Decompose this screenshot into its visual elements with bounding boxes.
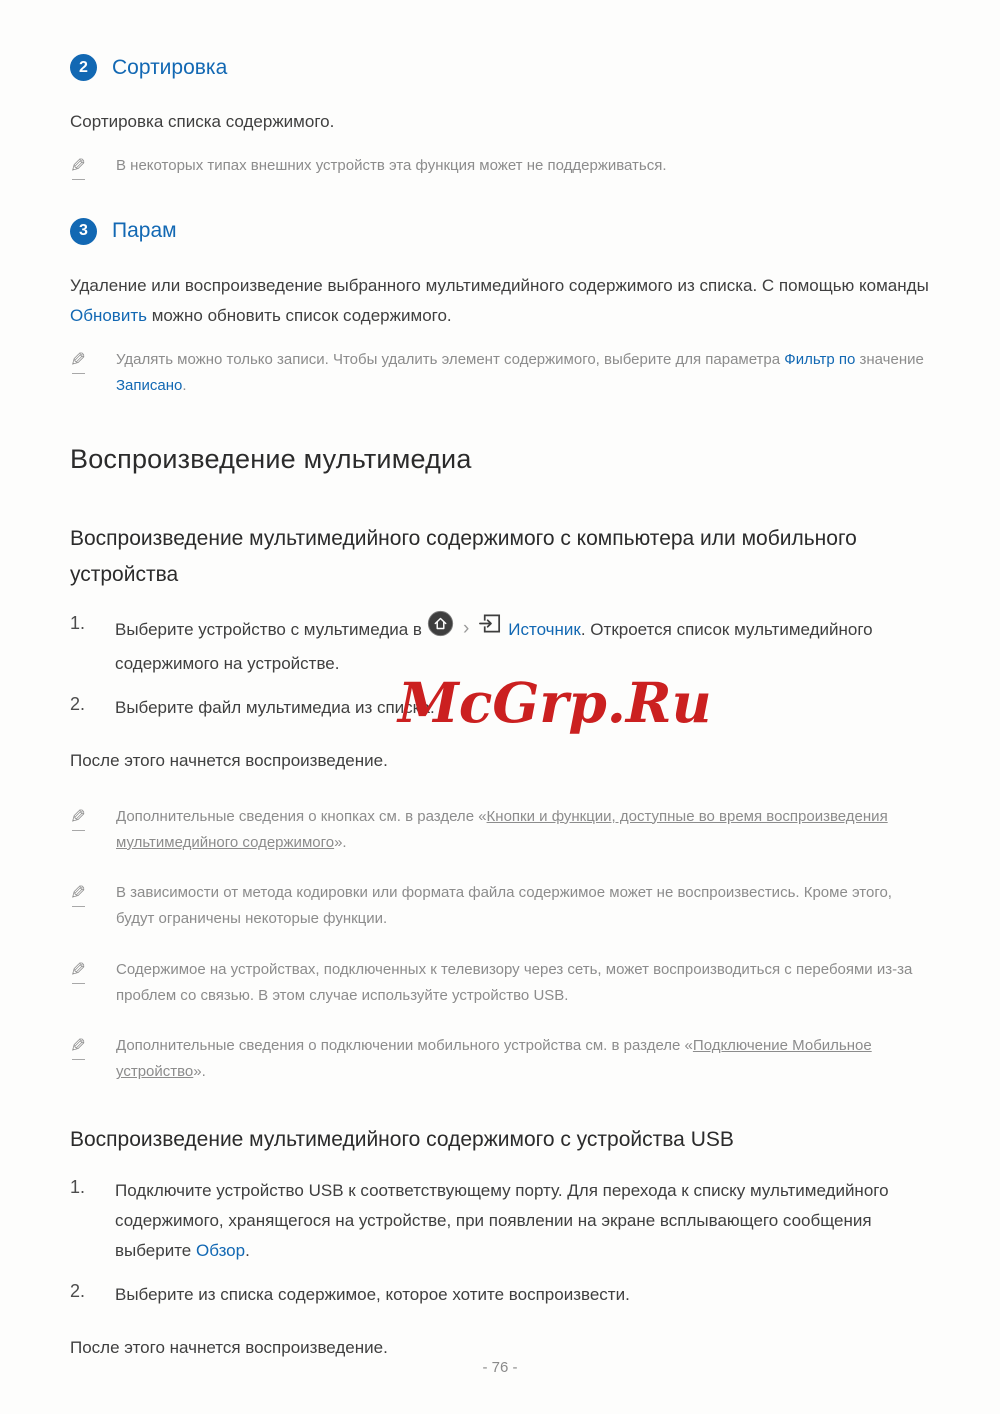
step-text: Выберите из списка содержимое, которое хотите воспроизвести. (115, 1285, 630, 1305)
pencil-icon: ✎ (70, 957, 94, 1010)
note-row (70, 957, 930, 1010)
pencil-icon: ✎ (70, 880, 94, 933)
pencil-icon: ✎ (70, 1033, 94, 1086)
step-segment: Подключите устройство USB к соответствующему порту. Для перехода к списку мультимедийного содержимого, хранящегося на устройстве, при появлении на экране всплывающего сообщения выберите (115, 1181, 889, 1261)
pencil-icon: ✎ (70, 153, 94, 179)
note-text: В некоторых типах внешних устройств эта функция может не поддерживаться. (116, 157, 667, 175)
home-icon (427, 610, 454, 647)
note-text: В зависимости от метода кодировки или формата файла содержимое может не воспроизвестись. Кроме этого, будут ограничены некоторые функции. (116, 884, 892, 928)
note-segment: . (182, 377, 187, 395)
note-segment: ». (334, 833, 347, 851)
section-param-heading (70, 218, 930, 245)
step-number: 2. (70, 1281, 86, 1302)
note-row (70, 1033, 930, 1086)
note-text: Содержимое на устройствах, подключенных к телевизору через сеть, может воспроизводиться с перебоями из-за проблем со связью. В этом случае используйте устройство USB. (116, 960, 913, 1004)
page-title: Воспроизведение мультимедиа (70, 443, 472, 474)
note-text (116, 804, 930, 857)
playback-starts-text: После этого начнется воспроизведение. (70, 750, 388, 770)
note-segment: ». (193, 1063, 206, 1081)
pencil-icon: ✎ (70, 347, 94, 400)
page-number: - 76 - (482, 1359, 518, 1376)
note-row (70, 347, 930, 400)
section-sort-body: Сортировка списка содержимого. (70, 112, 335, 131)
browse-link[interactable]: Обзор (195, 1241, 246, 1261)
section-badge-3: 3 (70, 218, 97, 245)
step-1 (70, 1176, 930, 1266)
pencil-icon: ✎ (70, 804, 94, 857)
section-sort-heading (70, 54, 930, 81)
filter-by-link[interactable]: Фильтр по (784, 351, 856, 368)
buttons-functions-link[interactable]: Кнопки и функции, доступные во время воспроизведения мультимедийного содержимого (116, 807, 888, 851)
note-row (70, 880, 930, 933)
note-text (116, 1033, 930, 1086)
note-text (116, 347, 930, 400)
step-text (115, 1176, 930, 1266)
section-param-title: Парам (112, 219, 177, 242)
step-segment: . Откроется список мультимедийного содержимого на устройстве. (115, 619, 873, 673)
chevron-right-icon: › (462, 617, 470, 639)
refresh-link[interactable]: Обновить (70, 305, 147, 325)
body-text-segment: Удаление или воспроизведение выбранного мультимедийного содержимого из списка. С помощью команды (70, 275, 929, 295)
section-param-body (70, 271, 930, 332)
mobile-connection-link[interactable]: Подключение Мобильное устройство (116, 1037, 872, 1081)
step-number: 2. (70, 693, 86, 714)
step-number: 1. (70, 1177, 86, 1198)
step-segment: . (245, 1241, 250, 1261)
subsection-usb-title: Воспроизведение мультимедийного содержимого с устройства USB (70, 1127, 734, 1151)
step-1 (70, 612, 930, 679)
step-2 (70, 1280, 930, 1310)
step-number: 1. (70, 613, 86, 633)
note-row (70, 153, 930, 179)
recorded-link[interactable]: Записано (116, 377, 183, 395)
playback-starts-text: После этого начнется воспроизведение. (70, 1337, 388, 1357)
source-link[interactable]: Источник (508, 619, 581, 639)
note-segment: Дополнительные сведения о подключении мобильного устройства см. в разделе « (116, 1037, 693, 1055)
source-enter-icon (478, 611, 503, 646)
note-segment: Дополнительные сведения о кнопках см. в разделе « (116, 807, 487, 825)
step-text: Выберите файл мультимедиа из списка. (115, 697, 435, 717)
step-text (115, 612, 930, 679)
step-segment: Выберите устройство с мультимедиа в (115, 619, 422, 639)
note-segment: значение (855, 351, 924, 368)
note-row (70, 804, 930, 857)
body-text-segment: можно обновить список содержимого. (146, 305, 452, 325)
mcgrp-watermark: McGrp.Ru (398, 670, 712, 735)
section-sort-title: Сортировка (112, 55, 228, 79)
subsection-media-title: Воспроизведение мультимедийного содержимого с компьютера или мобильного устройства (70, 526, 857, 587)
section-badge-2: 2 (70, 54, 97, 81)
note-segment: Удалять можно только записи. Чтобы удалить элемент содержимого, выберите для параметра (116, 351, 785, 368)
